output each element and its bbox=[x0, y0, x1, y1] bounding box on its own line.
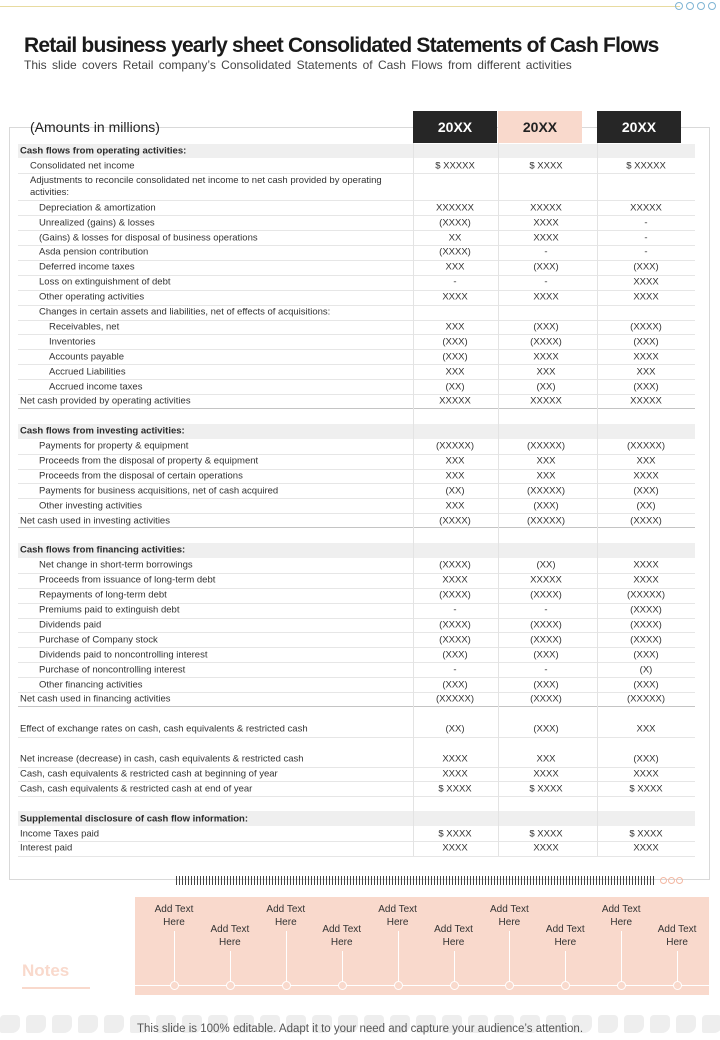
value-cell-year-2: (XXXXX) bbox=[526, 485, 565, 497]
table-row bbox=[18, 305, 695, 320]
value-cell-year-2: XXXX bbox=[533, 217, 559, 229]
row-label: Purchase of noncontrolling interest bbox=[39, 664, 186, 676]
table-row bbox=[18, 588, 695, 603]
row-label: Inventories bbox=[49, 336, 96, 348]
row-label: Other investing activities bbox=[39, 500, 142, 512]
value-cell-year-2: (XXX) bbox=[533, 723, 559, 735]
row-label: (Gains) & losses for disposal of business operations bbox=[39, 232, 258, 244]
value-cell-year-2: (XXXX) bbox=[530, 589, 562, 601]
value-cell-year-3: (XXX) bbox=[633, 261, 659, 273]
value-cell-year-1: (XXXXX) bbox=[435, 440, 474, 452]
timeline-connector bbox=[174, 931, 175, 983]
row-divider bbox=[18, 379, 695, 380]
row-divider bbox=[18, 632, 695, 633]
row-label: Premiums paid to extinguish debt bbox=[39, 604, 180, 616]
value-cell-year-2: XXXXX bbox=[530, 574, 562, 586]
timeline-connector bbox=[398, 931, 399, 983]
table-row bbox=[18, 826, 695, 841]
timeline-connector bbox=[454, 951, 455, 983]
value-cell-year-2: XXXX bbox=[533, 291, 559, 303]
value-cell-year-1: $ XXXX bbox=[438, 783, 472, 795]
value-cell-year-3: (XXXX) bbox=[630, 604, 662, 616]
value-cell-year-3: (XXXX) bbox=[630, 634, 662, 646]
value-cell-year-1: (XXXXX) bbox=[435, 693, 474, 705]
amounts-label: (Amounts in millions) bbox=[30, 119, 160, 135]
value-cell-year-3: (XXX) bbox=[633, 381, 659, 393]
row-divider bbox=[18, 647, 695, 648]
row-label: Accrued Liabilities bbox=[49, 366, 126, 378]
value-cell-year-1: XXX bbox=[445, 366, 465, 378]
timeline-marker bbox=[394, 981, 403, 990]
value-cell-year-3: XXX bbox=[636, 723, 656, 735]
row-label: Payments for business acquisitions, net of cash acquired bbox=[39, 485, 279, 497]
divider-pattern bbox=[176, 876, 656, 885]
table-row bbox=[18, 260, 695, 275]
row-label: Net cash used in financing activities bbox=[20, 693, 171, 705]
row-label: Accrued income taxes bbox=[49, 381, 143, 393]
row-divider bbox=[18, 275, 695, 276]
value-cell-year-3: XXXX bbox=[633, 470, 659, 482]
spacer-row bbox=[18, 528, 695, 543]
row-divider bbox=[18, 737, 695, 738]
value-cell-year-1: XXX bbox=[445, 470, 465, 482]
spacer-row bbox=[18, 737, 695, 752]
value-cell-year-2: XXXXX bbox=[530, 202, 562, 214]
row-label: Receivables, net bbox=[49, 321, 120, 333]
value-cell-year-2: (XXXXX) bbox=[526, 440, 565, 452]
value-cell-year-2: - bbox=[544, 276, 548, 288]
notes-underline bbox=[22, 987, 90, 989]
value-cell-year-3: (XXXX) bbox=[630, 515, 662, 527]
row-label: Unrealized (gains) & losses bbox=[39, 217, 155, 229]
value-cell-year-3: XXXXX bbox=[630, 202, 662, 214]
value-cell-year-1: XX bbox=[448, 232, 462, 244]
value-cell-year-1: (XXXX) bbox=[439, 634, 471, 646]
table-row bbox=[18, 290, 695, 305]
value-cell-year-3: XXXX bbox=[633, 559, 659, 571]
value-cell-year-2: $ XXXX bbox=[529, 160, 563, 172]
table-row bbox=[18, 158, 695, 173]
value-cell-year-1: XXX bbox=[445, 455, 465, 467]
column-divider bbox=[413, 143, 414, 856]
value-cell-year-2: XXX bbox=[536, 470, 556, 482]
decor-circles bbox=[675, 2, 716, 10]
row-label: Accounts payable bbox=[49, 351, 124, 363]
value-cell-year-2: (XX) bbox=[536, 381, 556, 393]
row-divider bbox=[18, 469, 695, 470]
row-divider bbox=[18, 334, 695, 335]
row-divider bbox=[18, 677, 695, 678]
table-row bbox=[18, 334, 695, 349]
row-label: Dividends paid to noncontrolling interest bbox=[39, 649, 208, 661]
timeline-text-3: Add Text Here bbox=[266, 904, 306, 928]
row-divider bbox=[18, 290, 695, 291]
value-cell-year-3: - bbox=[644, 232, 648, 244]
row-label: Proceeds from issuance of long-term debt bbox=[39, 574, 216, 586]
value-cell-year-2: $ XXXX bbox=[529, 783, 563, 795]
row-divider bbox=[18, 498, 695, 499]
year-header-1: 20XX bbox=[413, 111, 497, 143]
column-divider bbox=[597, 143, 598, 856]
value-cell-year-3: XXXX bbox=[633, 291, 659, 303]
table-row bbox=[18, 498, 695, 513]
value-cell-year-3: XXXXX bbox=[630, 395, 662, 407]
table-row bbox=[18, 781, 695, 796]
value-cell-year-2: XXX bbox=[536, 455, 556, 467]
timeline-text-2: Add Text Here bbox=[210, 924, 250, 948]
row-divider bbox=[18, 215, 695, 216]
value-cell-year-1: (XX) bbox=[445, 723, 465, 735]
value-cell-year-1: XXXXXX bbox=[435, 202, 475, 214]
row-label: Payments for property & equipment bbox=[39, 440, 189, 452]
row-divider bbox=[18, 662, 695, 663]
row-label: Cash, cash equivalents & restricted cash at beginning of year bbox=[20, 768, 278, 780]
value-cell-year-2: XXX bbox=[536, 753, 556, 765]
value-cell-year-2: - bbox=[544, 246, 548, 258]
value-cell-year-2: (XXXXX) bbox=[526, 515, 565, 527]
value-cell-year-3: (XXXXX) bbox=[626, 589, 665, 601]
row-label: Supplemental disclosure of cash flow information: bbox=[20, 813, 249, 825]
notes-heading: Notes bbox=[22, 961, 70, 980]
table-row bbox=[18, 662, 695, 677]
value-cell-year-1: (XXXX) bbox=[439, 246, 471, 258]
value-cell-year-3: (XXXX) bbox=[630, 321, 662, 333]
value-cell-year-2: (XXX) bbox=[533, 679, 559, 691]
value-cell-year-1: XXXX bbox=[442, 574, 468, 586]
value-cell-year-3: XXXX bbox=[633, 276, 659, 288]
row-label: Other financing activities bbox=[39, 679, 143, 691]
value-cell-year-3: $ XXXX bbox=[629, 783, 663, 795]
row-divider bbox=[18, 320, 695, 321]
row-divider bbox=[18, 200, 695, 201]
value-cell-year-2: XXXX bbox=[533, 232, 559, 244]
value-cell-year-3: (XX) bbox=[636, 500, 656, 512]
value-cell-year-2: XXXXX bbox=[530, 395, 562, 407]
row-label: Changes in certain assets and liabilities, net of effects of acquisitions: bbox=[39, 306, 331, 318]
timeline-text-8: Add Text Here bbox=[545, 924, 585, 948]
value-cell-year-3: (XXX) bbox=[633, 649, 659, 661]
value-cell-year-3: (XXXXX) bbox=[626, 440, 665, 452]
section-header-row bbox=[18, 144, 695, 159]
value-cell-year-3: - bbox=[644, 217, 648, 229]
row-label: Net cash used in investing activities bbox=[20, 515, 170, 527]
table-row bbox=[18, 454, 695, 469]
table-row bbox=[18, 439, 695, 454]
value-cell-year-2: (XXX) bbox=[533, 321, 559, 333]
row-label: Cash, cash equivalents & restricted cash at end of year bbox=[20, 783, 253, 795]
value-cell-year-3: (XXX) bbox=[633, 485, 659, 497]
table-row bbox=[18, 618, 695, 633]
table-row bbox=[18, 230, 695, 245]
value-cell-year-1: (XXX) bbox=[442, 679, 468, 691]
row-divider bbox=[18, 305, 695, 306]
timeline-marker bbox=[170, 981, 179, 990]
value-cell-year-1: - bbox=[453, 604, 457, 616]
row-label: Purchase of Company stock bbox=[39, 634, 158, 646]
timeline-text-9: Add Text Here bbox=[601, 904, 641, 928]
value-cell-year-2: XXXX bbox=[533, 351, 559, 363]
value-cell-year-2: XXXX bbox=[533, 768, 559, 780]
value-cell-year-1: (XXXX) bbox=[439, 217, 471, 229]
table-row bbox=[18, 677, 695, 692]
value-cell-year-3: XXXX bbox=[633, 768, 659, 780]
timeline-marker bbox=[338, 981, 347, 990]
timeline-connector bbox=[677, 951, 678, 983]
total-row bbox=[18, 692, 695, 707]
timeline-text-6: Add Text Here bbox=[434, 924, 473, 948]
row-divider bbox=[18, 230, 695, 231]
value-cell-year-3: XXXX bbox=[633, 351, 659, 363]
table-row bbox=[18, 379, 695, 394]
timeline-connector bbox=[230, 951, 231, 983]
timeline-text-7: Add Text Here bbox=[490, 904, 529, 928]
row-divider bbox=[18, 767, 695, 768]
value-cell-year-1: (XX) bbox=[445, 485, 465, 497]
table-row bbox=[18, 349, 695, 364]
value-cell-year-2: (XXXX) bbox=[530, 693, 562, 705]
table-row bbox=[18, 573, 695, 588]
value-cell-year-3: XXXX bbox=[633, 842, 659, 854]
timeline-text-10: Add Text Here bbox=[657, 924, 697, 948]
row-divider bbox=[18, 618, 695, 619]
table-row bbox=[18, 275, 695, 290]
value-cell-year-2: - bbox=[544, 604, 548, 616]
spacer-row bbox=[18, 409, 695, 424]
value-cell-year-3: (XXXX) bbox=[630, 619, 662, 631]
value-cell-year-3: $ XXXX bbox=[629, 828, 663, 840]
value-cell-year-1: XXXXX bbox=[439, 395, 471, 407]
row-label: Adjustments to reconcile consolidated net income to net cash provided by operating activities: bbox=[30, 174, 382, 198]
row-divider bbox=[18, 856, 695, 857]
value-cell-year-1: XXXX bbox=[442, 842, 468, 854]
value-cell-year-3: XXX bbox=[636, 455, 656, 467]
value-cell-year-3: (X) bbox=[639, 664, 653, 676]
value-cell-year-2: (XXX) bbox=[533, 261, 559, 273]
row-label: Dividends paid bbox=[39, 619, 102, 631]
value-cell-year-2: - bbox=[544, 664, 548, 676]
total-row bbox=[18, 513, 695, 528]
value-cell-year-2: (XXX) bbox=[533, 649, 559, 661]
year-header-2: 20XX bbox=[498, 111, 582, 143]
section-header-row bbox=[18, 811, 695, 826]
value-cell-year-2: XXX bbox=[536, 366, 556, 378]
timeline-text-4: Add Text Here bbox=[322, 924, 362, 948]
table-row bbox=[18, 841, 695, 856]
year-header-3: 20XX bbox=[597, 111, 681, 143]
timeline-connector bbox=[621, 931, 622, 983]
value-cell-year-2: (XX) bbox=[536, 559, 556, 571]
table-row bbox=[18, 469, 695, 484]
row-label: Loss on extinguishment of debt bbox=[39, 276, 171, 288]
value-cell-year-3: (XXXXX) bbox=[626, 693, 665, 705]
row-divider bbox=[18, 796, 695, 797]
row-label: Cash flows from operating activities: bbox=[20, 145, 187, 157]
table-row bbox=[18, 752, 695, 767]
timeline-marker bbox=[226, 981, 235, 990]
row-label: Proceeds from the disposal of property & equipment bbox=[39, 455, 259, 467]
row-label: Interest paid bbox=[20, 842, 73, 854]
timeline-connector bbox=[509, 931, 510, 983]
value-cell-year-3: $ XXXXX bbox=[626, 160, 666, 172]
row-divider bbox=[18, 841, 695, 842]
value-cell-year-3: (XXX) bbox=[633, 679, 659, 691]
spacer-row bbox=[18, 707, 695, 722]
timeline-marker bbox=[282, 981, 291, 990]
spacer-row bbox=[18, 796, 695, 811]
value-cell-year-1: (XXXX) bbox=[439, 619, 471, 631]
value-cell-year-2: (XXX) bbox=[533, 500, 559, 512]
timeline-connector bbox=[565, 951, 566, 983]
value-cell-year-2: (XXXX) bbox=[530, 336, 562, 348]
row-label: Deferred income taxes bbox=[39, 261, 135, 273]
row-divider bbox=[18, 603, 695, 604]
value-cell-year-3: XXX bbox=[636, 366, 656, 378]
value-cell-year-1: - bbox=[453, 276, 457, 288]
row-label: Cash flows from investing activities: bbox=[20, 425, 185, 437]
row-divider bbox=[18, 588, 695, 589]
table-row bbox=[18, 632, 695, 647]
row-divider bbox=[18, 573, 695, 574]
row-divider bbox=[18, 483, 695, 484]
value-cell-year-1: XXXX bbox=[442, 291, 468, 303]
row-label: Depreciation & amortization bbox=[39, 202, 156, 214]
value-cell-year-3: - bbox=[644, 246, 648, 258]
row-divider bbox=[18, 781, 695, 782]
timeline-connector bbox=[286, 931, 287, 983]
value-cell-year-2: (XXXX) bbox=[530, 619, 562, 631]
row-label: Income Taxes paid bbox=[20, 828, 100, 840]
section-header-row bbox=[18, 424, 695, 439]
value-cell-year-1: (XXX) bbox=[442, 336, 468, 348]
row-label: Consolidated net income bbox=[30, 160, 135, 172]
row-label: Other operating activities bbox=[39, 291, 145, 303]
value-cell-year-3: XXXX bbox=[633, 574, 659, 586]
table-row bbox=[18, 722, 695, 737]
timeline-marker bbox=[450, 981, 459, 990]
row-label: Net change in short-term borrowings bbox=[39, 559, 193, 571]
row-label: Cash flows from financing activities: bbox=[20, 544, 186, 556]
table-row bbox=[18, 215, 695, 230]
value-cell-year-2: XXXX bbox=[533, 842, 559, 854]
page-title: Retail business yearly sheet Consolidated Statements of Cash Flows bbox=[24, 34, 659, 57]
value-cell-year-1: XXX bbox=[445, 261, 465, 273]
value-cell-year-1: XXX bbox=[445, 321, 465, 333]
value-cell-year-1: (XXXX) bbox=[439, 515, 471, 527]
decor-mini-circles bbox=[660, 877, 683, 884]
table-row bbox=[18, 483, 695, 498]
top-rule bbox=[0, 6, 680, 7]
table-row bbox=[18, 320, 695, 335]
timeline-text-1: Add Text Here bbox=[154, 904, 194, 928]
table-row bbox=[18, 364, 695, 379]
row-divider bbox=[18, 513, 695, 514]
value-cell-year-1: XXXX bbox=[442, 753, 468, 765]
table-row bbox=[18, 647, 695, 662]
table-row bbox=[18, 200, 695, 215]
row-divider bbox=[18, 349, 695, 350]
value-cell-year-3: (XXX) bbox=[633, 753, 659, 765]
value-cell-year-1: $ XXXXX bbox=[435, 160, 475, 172]
value-cell-year-1: (XXX) bbox=[442, 351, 468, 363]
value-cell-year-1: (XXXX) bbox=[439, 559, 471, 571]
value-cell-year-2: (XXXX) bbox=[530, 634, 562, 646]
table-row bbox=[18, 767, 695, 782]
section-header-row bbox=[18, 543, 695, 558]
timeline-text-5: Add Text Here bbox=[378, 904, 417, 928]
table-row bbox=[18, 173, 695, 200]
value-cell-year-2: $ XXXX bbox=[529, 828, 563, 840]
value-cell-year-3: (XXX) bbox=[633, 336, 659, 348]
table-row bbox=[18, 558, 695, 573]
value-cell-year-1: XXX bbox=[445, 500, 465, 512]
value-cell-year-1: (XX) bbox=[445, 381, 465, 393]
total-row bbox=[18, 394, 695, 409]
row-label: Asda pension contribution bbox=[39, 246, 149, 258]
value-cell-year-1: - bbox=[453, 664, 457, 676]
row-divider bbox=[18, 692, 695, 693]
row-divider bbox=[18, 364, 695, 365]
value-cell-year-1: (XXXX) bbox=[439, 589, 471, 601]
value-cell-year-1: XXXX bbox=[442, 768, 468, 780]
row-divider bbox=[18, 260, 695, 261]
row-label: Net increase (decrease) in cash, cash equivalents & restricted cash bbox=[20, 753, 304, 765]
page-subtitle: This slide covers Retail company’s Consolidated Statements of Cash Flows from different activities bbox=[24, 58, 572, 72]
timeline-connector bbox=[342, 951, 343, 983]
row-label: Net cash provided by operating activities bbox=[20, 395, 191, 407]
footer-note: This slide is 100% editable. Adapt it to your need and capture your audience’s attention. bbox=[136, 1023, 584, 1035]
row-divider bbox=[18, 245, 695, 246]
row-divider bbox=[18, 173, 695, 174]
row-divider bbox=[18, 454, 695, 455]
row-label: Proceeds from the disposal of certain operations bbox=[39, 470, 243, 482]
column-divider bbox=[498, 143, 499, 856]
value-cell-year-1: $ XXXX bbox=[438, 828, 472, 840]
value-cell-year-1: (XXX) bbox=[442, 649, 468, 661]
row-label: Effect of exchange rates on cash, cash equivalents & restricted cash bbox=[20, 723, 308, 735]
row-label: Repayments of long-term debt bbox=[39, 589, 167, 601]
table-row bbox=[18, 603, 695, 618]
row-divider bbox=[18, 394, 695, 395]
table-row bbox=[18, 245, 695, 260]
